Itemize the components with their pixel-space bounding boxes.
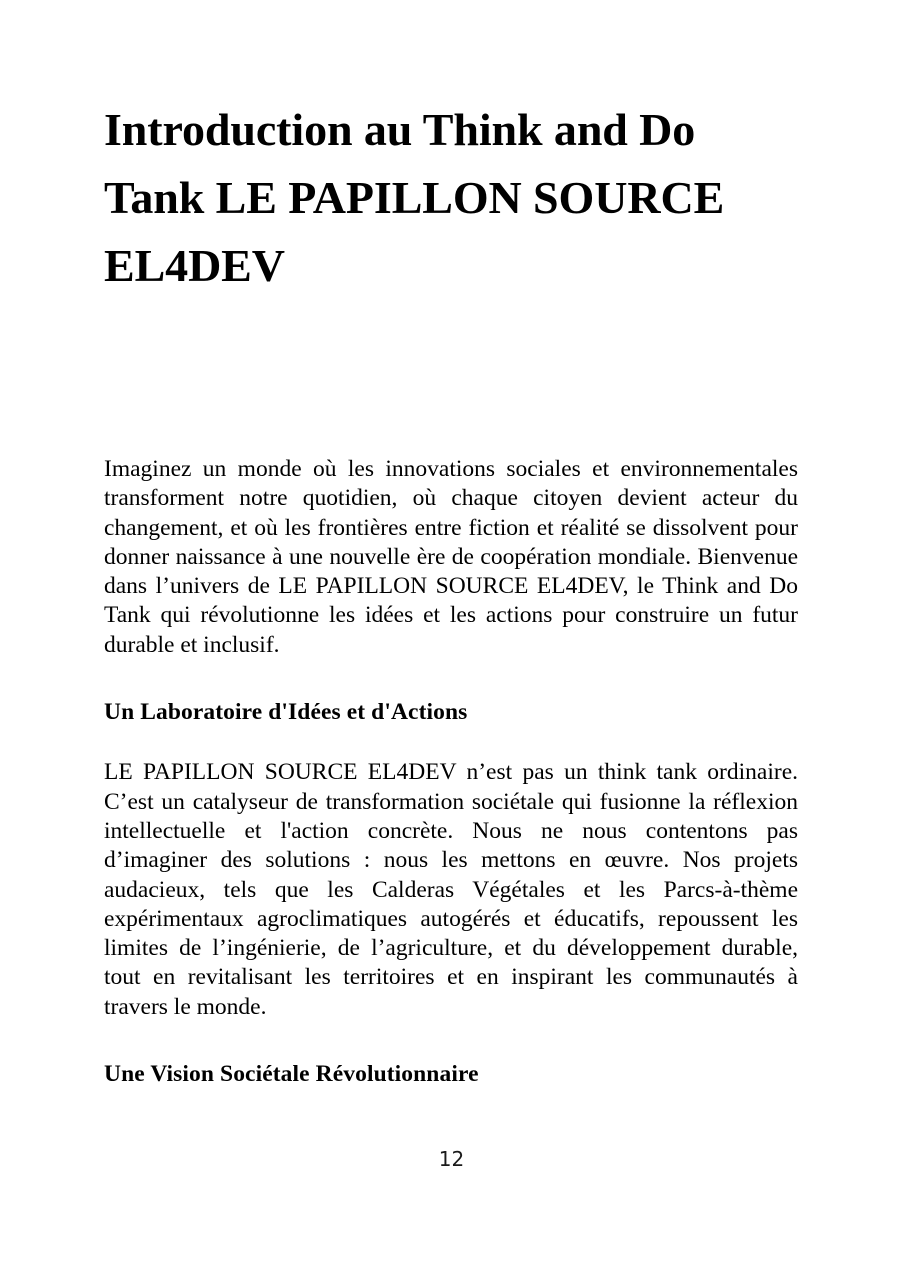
paragraph-spacer	[104, 1022, 798, 1060]
heading-spacer	[104, 727, 798, 758]
paragraph-laboratoire: LE PAPILLON SOURCE EL4DEV n’est pas un think tank ordinaire. C’est un catalyseur de transformation sociétale qui fusionne la réflexion intellectuelle et l'action concrète. Nous ne nous contentons pas d’imaginer des solutions : nous les mettons en œuvre. Nos projets audacieux, tels que les Calderas Végétales et les Parcs-à-thème expérimentaux agroclimatiques autogérés et éducatifs, repoussent les limites de l’ingénierie, de l’agriculture, et du développement durable, tout en revitalisant les territoires et en inspirant les communautés à travers le monde.	[104, 759, 798, 1020]
section-heading-laboratoire: Un Laboratoire d'Idées et d'Actions	[104, 699, 468, 726]
body-content	[104, 455, 798, 1089]
section-heading-vision: Une Vision Sociétale Révolutionnaire	[104, 1061, 479, 1088]
page-title: Introduction au Think and Do Tank LE PAPILLON SOURCE EL4DEV	[104, 104, 725, 291]
intro-paragraph: Imaginez un monde où les innovations sociales et environnementales transforment notre quotidien, où chaque citoyen devient acteur du changement, et où les frontières entre fiction et réalité se dissolvent pour donner naissance à une nouvelle ère de coopération mondiale. Bienvenue dans l’univers de LE PAPILLON SOURCE EL4DEV, le Think and Do Tank qui révolutionne les idées et les actions pour construire un futur durable et inclusif.	[104, 456, 798, 658]
page-number: 12	[438, 1147, 465, 1171]
paragraph-spacer	[104, 660, 798, 698]
